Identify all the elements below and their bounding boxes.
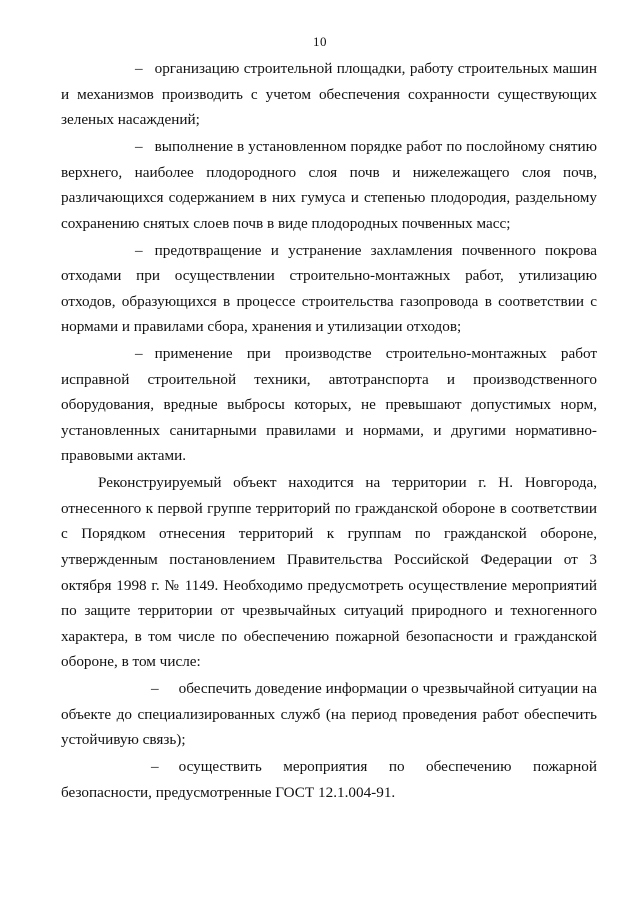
list-item-equipment-use: [61, 341, 597, 469]
paragraph-text: организацию строительной площадки, работу строительных машин и механизмов производить с учетом обеспечения сохранности существующих зеленых насаждений;: [61, 60, 597, 129]
document-body: [61, 56, 597, 807]
list-item-site-organization: [61, 56, 597, 133]
paragraph-text: применение при производстве строительно-монтажных работ исправной строительной техники, автотранспорта и производственного оборудования, вредные выбросы которых, не превышают допустимых норм, установленных санитарными правилами и нормами, и другими нормативно-правовыми актами.: [61, 345, 597, 465]
list-dash: –: [135, 60, 143, 77]
paragraph-text: выполнение в установленном порядке работ по послойному снятию верхнего, наиболее плодородного слоя почв и нижележащего слоя почв, различающихся содержанием в них гумуса и степенью плодородия, раздельному сохранению снятых слоев почв в виде плодородных почвенных масс;: [61, 137, 597, 232]
list-item-waste-prevention: [61, 238, 597, 340]
list-item-soil-removal: [61, 134, 597, 236]
list-dash: –: [135, 241, 143, 259]
list-item-emergency-info: [61, 676, 597, 753]
list-dash: –: [151, 680, 159, 698]
list-dash: –: [135, 345, 143, 363]
paragraph-text: предотвращение и устранение захламления почвенного покрова отходами при осуществлении строительно-монтажных работ, утилизацию отходов, образующихся в процессе строительства газопровода в соответствии с нормами и правилами сбора, хранения и утилизации отходов;: [61, 241, 597, 336]
list-dash: –: [151, 758, 159, 776]
list-dash: –: [135, 137, 143, 155]
page-number: 10: [313, 34, 327, 49]
list-item-fire-safety: [61, 754, 597, 805]
paragraph-text: Реконструируемый объект находится на территории г. Н. Новгорода, отнесенного к первой группе территорий по гражданской обороне в соответствии с Порядком отнесения территорий к группам по гражданской обороне, утвержденным постановлением Правительства Российской Федерации от 3 октября 1998 г. № 1149. Необходимо предусмотреть осуществление мероприятий по защите территории от чрезвычайных ситуаций природного и техногенного характера, в том числе по обеспечению пожарной безопасности и гражданской обороне, в том числе:: [61, 474, 597, 671]
paragraph-text: обеспечить доведение информации о чрезвычайной ситуации на объекте до специализированных служб (на период проведения работ обеспечить устойчивую связь);: [61, 680, 597, 749]
paragraph-text: осуществить мероприятия по обеспечению пожарной безопасности, предусмотренные ГОСТ 12.1.004-91.: [61, 758, 597, 801]
paragraph-civil-defense: [61, 470, 597, 675]
